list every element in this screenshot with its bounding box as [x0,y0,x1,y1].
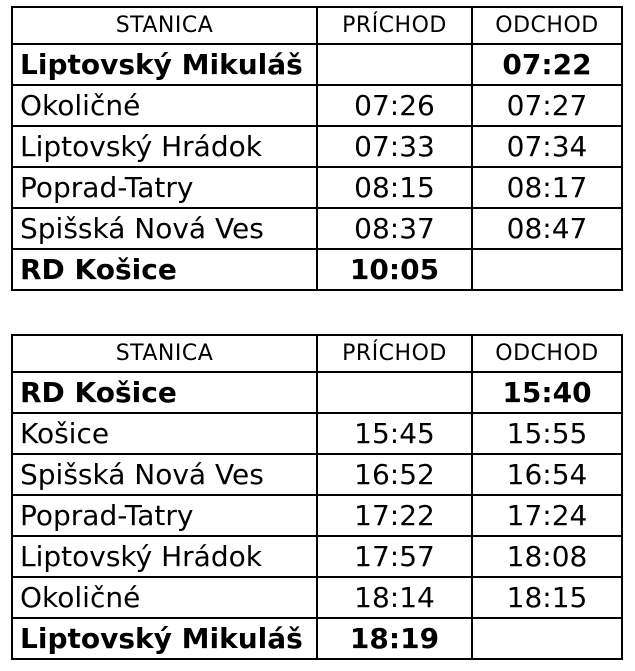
arrival-time [317,372,472,413]
arrival-time: 15:45 [317,413,472,454]
departure-header: ODCHOD [472,7,622,44]
departure-time: 08:47 [472,208,622,249]
departure-header: ODCHOD [472,335,622,372]
arrival-time: 07:26 [317,85,472,126]
table-row [12,44,622,85]
station-name: RD Košice [12,249,317,290]
table-row [12,126,622,167]
station-name: Okoličné [12,85,317,126]
arrival-header: PRÍCHOD [317,335,472,372]
departure-time: 07:34 [472,126,622,167]
departure-time: 18:08 [472,536,622,577]
departure-time: 16:54 [472,454,622,495]
departure-time: 18:15 [472,577,622,618]
station-name: Košice [12,413,317,454]
arrival-time: 08:37 [317,208,472,249]
station-name: Liptovský Hrádok [12,536,317,577]
departure-time: 07:27 [472,85,622,126]
arrival-time: 08:15 [317,167,472,208]
departure-time [472,249,622,290]
station-name: Spišská Nová Ves [12,454,317,495]
table-row [12,167,622,208]
station-name: Liptovský Mikuláš [12,44,317,85]
table-row [12,495,622,536]
outbound-timetable [11,6,623,291]
station-name: Poprad-Tatry [12,495,317,536]
table-row [12,249,622,290]
departure-time: 17:24 [472,495,622,536]
station-name: Liptovský Hrádok [12,126,317,167]
arrival-time: 18:19 [317,618,472,659]
arrival-time: 07:33 [317,126,472,167]
table-row [12,372,622,413]
departure-time: 07:22 [472,44,622,85]
table-row [12,208,622,249]
station-name: Liptovský Mikuláš [12,618,317,659]
station-name: RD Košice [12,372,317,413]
header-row [12,7,622,44]
arrival-time: 16:52 [317,454,472,495]
departure-time: 15:55 [472,413,622,454]
table-row [12,577,622,618]
arrival-header: PRÍCHOD [317,7,472,44]
station-header: STANICA [12,335,317,372]
arrival-time [317,44,472,85]
arrival-time: 17:22 [317,495,472,536]
table-row [12,85,622,126]
table-row [12,454,622,495]
arrival-time: 18:14 [317,577,472,618]
arrival-time: 10:05 [317,249,472,290]
arrival-time: 17:57 [317,536,472,577]
table-row [12,618,622,659]
header-row [12,335,622,372]
departure-time [472,618,622,659]
departure-time: 15:40 [472,372,622,413]
table-row [12,413,622,454]
departure-time: 08:17 [472,167,622,208]
station-name: Poprad-Tatry [12,167,317,208]
station-header: STANICA [12,7,317,44]
return-timetable [11,334,623,660]
station-name: Spišská Nová Ves [12,208,317,249]
station-name: Okoličné [12,577,317,618]
table-row [12,536,622,577]
